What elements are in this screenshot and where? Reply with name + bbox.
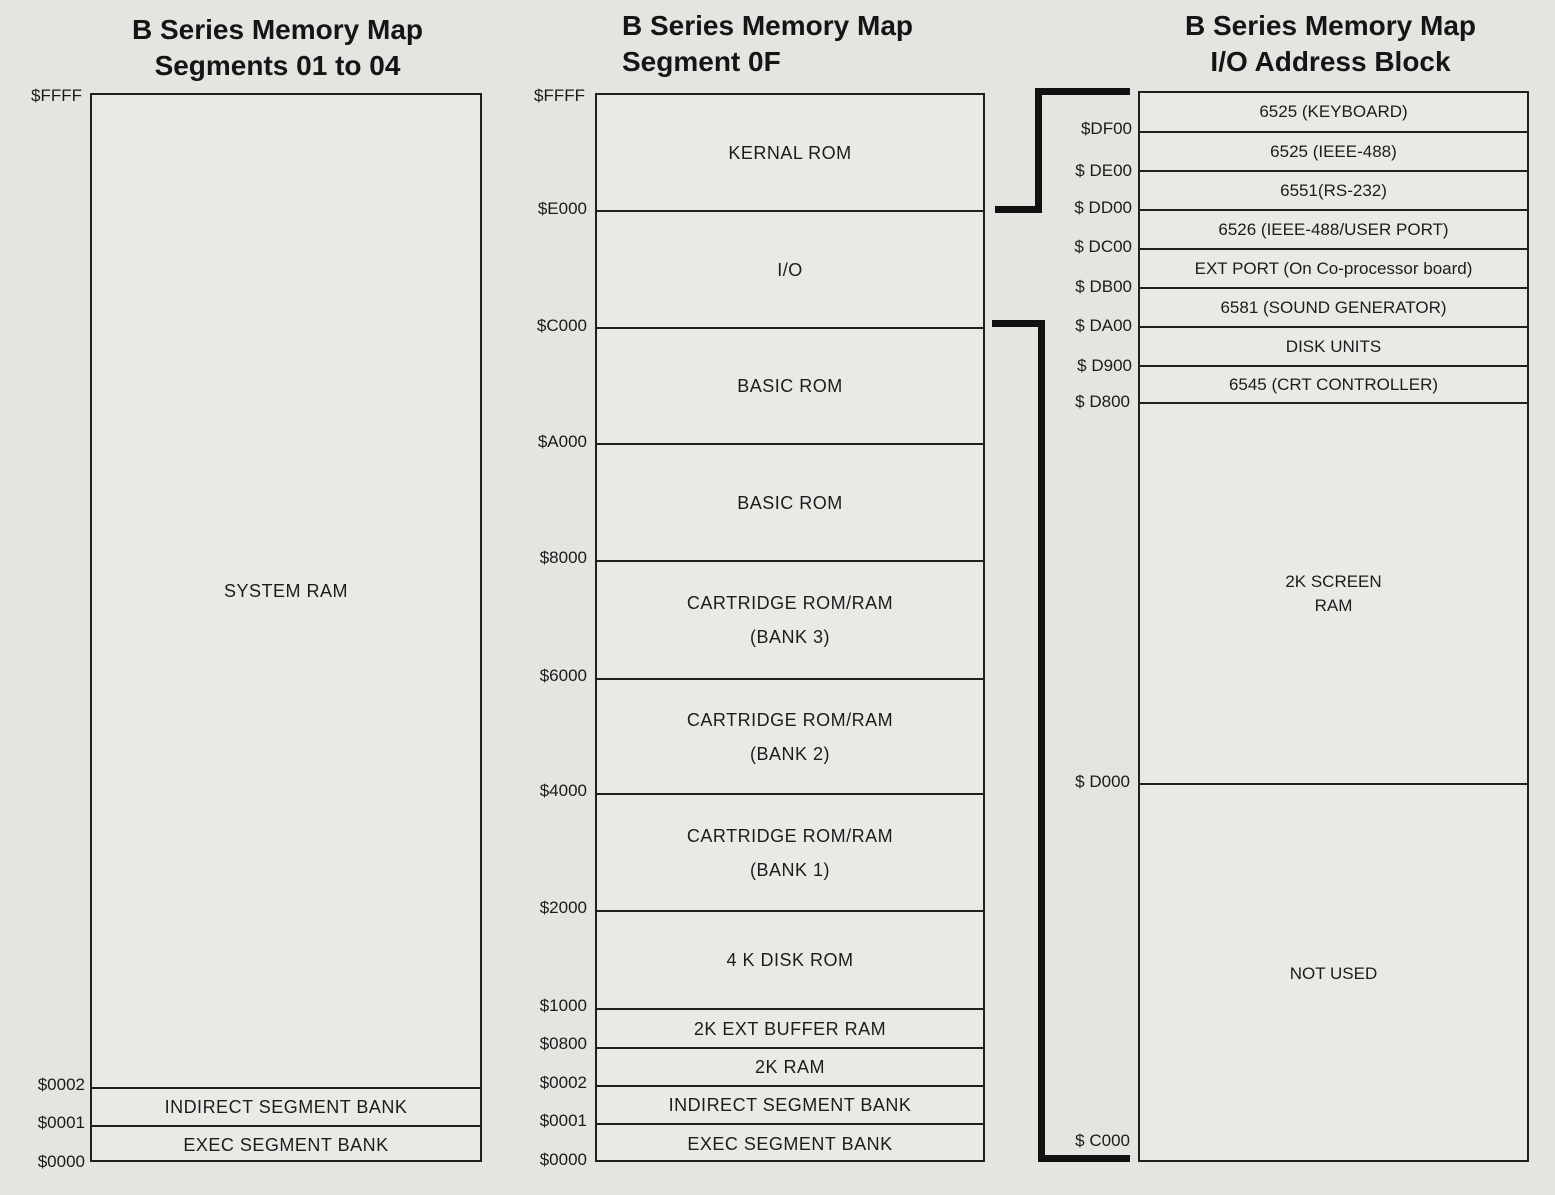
map1-address: $0001 xyxy=(37,1113,85,1132)
region-label: KERNAL ROM xyxy=(728,142,852,163)
map2-region-ext-buffer-ram xyxy=(597,1008,983,1047)
region-sublabel: (BANK 1) xyxy=(749,859,831,880)
map2-title xyxy=(622,8,962,80)
map1-address-top: $FFFF xyxy=(31,86,82,105)
map3-address: $ DE00 xyxy=(1075,161,1132,180)
map1-title-line1: B Series Memory Map xyxy=(132,14,423,45)
map3-title-line1: B Series Memory Map xyxy=(1185,10,1476,41)
map3-title-line2: I/O Address Block xyxy=(1210,46,1451,77)
map3-region-not-used xyxy=(1140,783,1527,1162)
map2-title-line2: Segment 0F xyxy=(622,46,781,77)
map2-address: $C000 xyxy=(536,316,587,335)
region-label: CARTRIDGE ROM/RAM xyxy=(686,825,894,846)
map2-address: $0001 xyxy=(539,1111,587,1130)
map2-title-line1: B Series Memory Map xyxy=(622,10,913,41)
region-label: INDIRECT SEGMENT BANK xyxy=(164,1097,408,1117)
map3-region-user-port xyxy=(1140,209,1527,248)
map1-memory-block xyxy=(90,93,482,1162)
map3-address: $ C000 xyxy=(1075,1131,1130,1150)
map2-region-cartridge-bank-2 xyxy=(597,678,983,793)
map1-address: $0000 xyxy=(37,1152,85,1171)
map2-region-basic-rom-upper xyxy=(597,327,983,443)
map2-region-2k-ram xyxy=(597,1047,983,1085)
map2-address: $A000 xyxy=(537,432,587,451)
map2-address: $4000 xyxy=(539,781,587,800)
map2-region-cartridge-bank-1 xyxy=(597,793,983,910)
region-label: 6525 (IEEE-488) xyxy=(1270,141,1397,161)
map2-region-exec-segment-bank xyxy=(597,1123,983,1162)
map2-address: $0800 xyxy=(539,1034,587,1053)
region-label: DISK UNITS xyxy=(1285,336,1382,356)
map2-region-cartridge-bank-3 xyxy=(597,560,983,678)
map1-address: $0002 xyxy=(37,1075,85,1094)
bracket-upper-cap xyxy=(1035,88,1130,95)
region-label: 2K RAM xyxy=(754,1057,826,1077)
region-label: BASIC ROM xyxy=(737,492,843,513)
map3-region-keyboard xyxy=(1140,93,1527,131)
map3-title xyxy=(1158,8,1503,80)
map1-title-line2: Segments 01 to 04 xyxy=(154,50,401,81)
bracket-upper-vertical xyxy=(1035,88,1042,213)
map2-region-kernal-rom xyxy=(597,95,983,210)
map3-region-sound-generator xyxy=(1140,287,1527,326)
region-label: 6545 (CRT CONTROLLER) xyxy=(1228,374,1439,394)
region-label: 2K SCREEN xyxy=(1285,571,1382,591)
map2-address: $0000 xyxy=(539,1150,587,1169)
region-label: EXEC SEGMENT BANK xyxy=(183,1134,389,1155)
region-label: 6551(RS-232) xyxy=(1280,180,1387,200)
map2-address-top: $FFFF xyxy=(534,86,585,105)
map2-address: $8000 xyxy=(539,548,587,567)
map3-address: $DF00 xyxy=(1080,119,1132,138)
map3-address: $ DB00 xyxy=(1075,277,1132,296)
region-sublabel: (BANK 2) xyxy=(749,743,831,764)
region-label: 6526 (IEEE-488/USER PORT) xyxy=(1218,219,1449,239)
bracket-lower-vertical xyxy=(1038,320,1045,1162)
map2-address: $6000 xyxy=(539,666,587,685)
region-label: CARTRIDGE ROM/RAM xyxy=(686,593,894,613)
bracket-lower-cap xyxy=(1038,1155,1130,1162)
map2-address: $E000 xyxy=(537,199,587,218)
region-label: 4 K DISK ROM xyxy=(726,950,854,970)
map3-address: $ D900 xyxy=(1077,356,1132,375)
map3-address: $ DC00 xyxy=(1074,237,1132,256)
map2-address: $0002 xyxy=(539,1073,587,1092)
region-label: EXT PORT (On Co-processor board) xyxy=(1194,258,1473,278)
map3-address: $ D800 xyxy=(1075,392,1130,411)
region-label: SYSTEM RAM xyxy=(223,581,348,601)
map2-memory-block xyxy=(595,93,985,1162)
map3-memory-block xyxy=(1138,91,1529,1162)
region-label: 6581 (SOUND GENERATOR) xyxy=(1220,297,1447,317)
map1-region-system-ram xyxy=(92,95,480,1087)
map1-region-indirect-segment-bank xyxy=(92,1087,480,1125)
map3-region-ieee-488 xyxy=(1140,131,1527,170)
map2-address: $1000 xyxy=(539,996,587,1015)
map2-region-io xyxy=(597,210,983,327)
map2-region-indirect-segment-bank xyxy=(597,1085,983,1123)
map3-address: $ DA00 xyxy=(1075,316,1132,335)
region-label: INDIRECT SEGMENT BANK xyxy=(668,1095,912,1115)
region-sublabel: RAM xyxy=(1314,595,1353,615)
map3-region-rs-232 xyxy=(1140,170,1527,209)
region-label: NOT USED xyxy=(1289,963,1378,983)
map2-address: $2000 xyxy=(539,898,587,917)
map1-title xyxy=(105,12,450,84)
map3-region-crt-controller xyxy=(1140,365,1527,402)
map3-region-screen-ram xyxy=(1140,402,1527,783)
region-label: I/O xyxy=(777,259,803,280)
map2-region-basic-rom-lower xyxy=(597,443,983,560)
map3-address: $ D000 xyxy=(1075,772,1130,791)
region-label: 2K EXT BUFFER RAM xyxy=(693,1018,887,1039)
region-label: BASIC ROM xyxy=(737,376,843,396)
map3-region-disk-units xyxy=(1140,326,1527,365)
map3-region-ext-port xyxy=(1140,248,1527,287)
map1-region-exec-segment-bank xyxy=(92,1125,480,1162)
map2-region-disk-rom xyxy=(597,910,983,1008)
map3-address: $ DD00 xyxy=(1074,198,1132,217)
region-label: EXEC SEGMENT BANK xyxy=(687,1133,893,1154)
region-label: CARTRIDGE ROM/RAM xyxy=(686,709,894,730)
region-sublabel: (BANK 3) xyxy=(749,627,831,647)
region-label: 6525 (KEYBOARD) xyxy=(1259,102,1408,121)
